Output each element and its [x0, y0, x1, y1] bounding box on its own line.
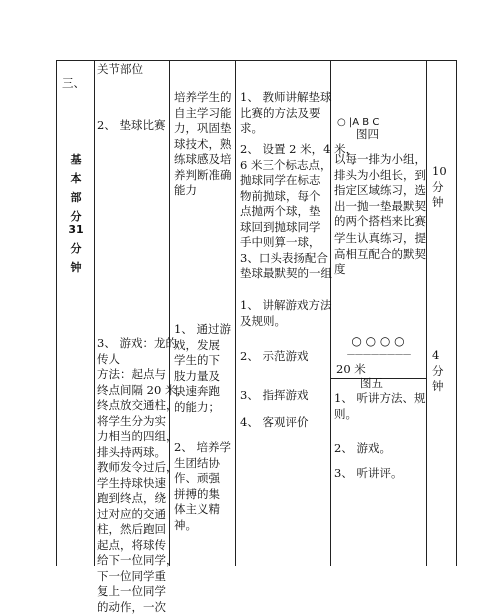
content-item-2: 2、 垫球比赛: [97, 118, 166, 132]
teacher-step-3: 1、 讲解游戏方法 及规则。: [240, 298, 332, 328]
column-divider-2: [94, 60, 95, 566]
diagram-5-distance: 20 米: [336, 362, 366, 376]
figure-4-label: 图四: [356, 127, 379, 141]
diagram-4-symbols: ○ |A B C: [337, 117, 380, 128]
teacher-step-4: 2、 示范游戏: [240, 349, 309, 363]
column-divider-4: [235, 60, 236, 566]
student-activity-1: 以每一排为小组， 排头为小组长，到 指定区域练习，选 出一抛一垫最默契 的两个搭档来比赛: [334, 152, 426, 228]
section-number: 三、: [62, 76, 85, 90]
diagram-5-circles: ○ ○ ○ ○: [351, 334, 405, 348]
student-activity-4: 2、 游戏。: [334, 441, 391, 455]
teacher-step-1: 1、 教师讲解垫球 比赛的方法及要 求。: [240, 90, 332, 135]
goal-1: 培养学生的 自主学习能 力，巩固垫 球技术，熟 练球感及培 养判断准确 能力: [174, 90, 232, 197]
section-duration: 31 分 钟: [68, 223, 84, 274]
goal-3: 2、 培养学 生团结协 作、顽强 拼搏的集 体主义精 神。: [174, 440, 231, 532]
column-divider-1: [56, 60, 57, 566]
student-activity-5: 3、 听讲评。: [334, 466, 403, 480]
teacher-step-2: 2、 设置 2 米，4 米， 6 米三个标志点， 抛球同学在标志 物前抛球，每个 点抛两个球，垫 球回到抛球同学 手中则算一球， 3、口头表扬配合 垫球最默契的一组: [240, 142, 358, 280]
goal-2: 1、 通过游 戏，发展 学生的下 肢力量及 快速奔跑 的能力；: [174, 322, 231, 414]
content-head: 关节部位: [97, 62, 143, 76]
figure-5-label: 图五: [360, 376, 383, 390]
section-title: 基 本 部 分: [70, 153, 82, 223]
column-divider-6: [426, 60, 427, 566]
content-item-3: 3、 游戏：龙的 传人 方法：起点与 终点间隔 20 米， 终点放交通柱， 将学生分为实 力相当的四组， 排头持两球。 教师发令过后， 学生持球快速 跑到终点，绕 过对应的交通 柱，然后跑回 起点，将球传 给下一位同学， 下一位同学重 复上一位同学 的动作，一次: [97, 336, 188, 614]
time-allocation-1: 10 分 钟: [432, 164, 447, 209]
teacher-step-6: 4、 客观评价: [240, 415, 309, 429]
student-activity-3: 1、 听讲方法、规 则。: [334, 391, 426, 421]
diagram-5-line: －－－－－－－－: [346, 350, 410, 361]
column-divider-7: [456, 60, 457, 566]
student-activity-2: 学生认真练习，提 高相互配合的默契 度: [334, 231, 426, 276]
table-top-border: [56, 60, 456, 61]
time-allocation-2: 4 分 钟: [432, 348, 444, 393]
teacher-step-5: 3、 指挥游戏: [240, 388, 309, 402]
